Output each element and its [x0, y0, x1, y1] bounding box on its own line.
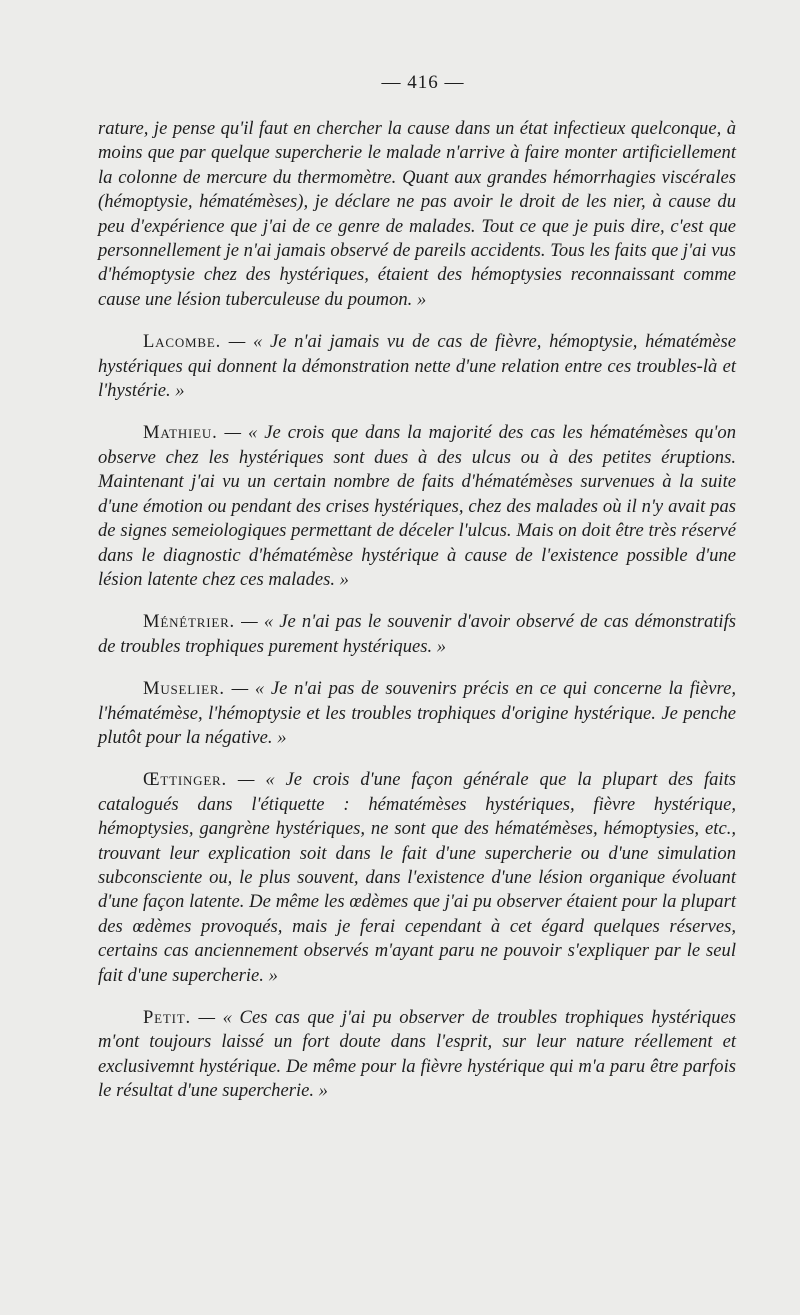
paragraph-petit — [98, 1006, 736, 1104]
paragraph-text: — « Je crois d'une façon générale que la plupart des faits catalogués dans l'étiquette : hématémèses hystériques, fièvre hystérique, hémoptysies, gangrène hystériques, ne sont que des hématémèses, hémoptysies, etc., trouvant leur explication soit dans le fait d'une supercherie ou d'une simulation subconsciente ou, le plus souvent, dans l'existence d'une lésion organique évoluant d'une façon latente. De même les œdèmes que j'ai pu observer étaient pour la plupart des œdèmes provoqués, mais je ferai cependant à cet égard quelques réserves, certains cas anciennement observés m'ayant paru ne pouvoir s'expliquer par le seul fait d'une supercherie. » — [98, 769, 736, 986]
speaker-name: Petit. — [143, 1007, 191, 1028]
paragraph-text: — « Je n'ai pas de souvenirs précis en ce qui concerne la fièvre, l'hématémèse, l'hémoptysie et les troubles trophiques d'origine hystérique. Je penche plutôt pour la négative. » — [98, 678, 736, 748]
document-page — [98, 72, 736, 1122]
speaker-name: Ménétrier. — [143, 611, 236, 633]
speaker-name: Muselier. — [143, 678, 225, 700]
paragraph-text: — « Ces cas que j'ai pu observer de troubles trophiques hystériques m'ont toujours laissé un fort doute dans l'esprit, sur leur nature réellement et exclusivemnt hystérique. De même pour la fièvre hystérique qui m'a paru être parfois le résultat d'une supercherie. » — [98, 1007, 736, 1102]
paragraph-menetrier — [98, 610, 736, 659]
paragraph-text: — « Je crois que dans la majorité des cas les hématémèses qu'on observe chez les hystériques sont dues à des ulcus ou à des petites éruptions. Maintenant j'ai vu un certain nombre de faits d'hématémèses survenues à la suite d'une émotion ou pendant des crises hystériques, chez des malades où il n'y avait pas de signes semeiologiques permettant de déceler l'ulcus. Mais on doit être très réservé dans le diagnostic d'hématémèse hystérique à cause de l'existence possible d'une lésion latente chez ces malades. » — [98, 422, 736, 590]
paragraph-text: rature, je pense qu'il faut en chercher la cause dans un état infectieux quelconque, à moins que par quelque supercherie le malade n'arrive à faire monter artificiellement la colonne de mercure du thermomètre. Quant aux grandes hémorrhagies viscérales (hémoptysie, hématémèses), je déclare ne pas avoir le droit de les nier, à cause du peu d'expérience que j'ai de ce genre de malades. Tout ce que je puis dire, c'est que personnellement je n'ai jamais observé de pareils accidents. Tous les faits que j'ai vus d'hémoptysie chez des hystériques, étaient des hémoptysies reconnaissant comme cause une lésion tuberculeuse du poumon. » — [98, 118, 736, 310]
paragraph-mathieu — [98, 421, 736, 592]
speaker-name: Œttinger. — [143, 769, 227, 791]
paragraph-muselier — [98, 677, 736, 750]
page-number: — 416 — — [381, 72, 465, 93]
paragraph-text: — « Je n'ai jamais vu de cas de fièvre, hémoptysie, hématémèse hystériques qui donnent la démonstration nette d'une relation entre ces troubles-là et l'hystérie. » — [98, 331, 736, 402]
speaker-name: Mathieu. — [143, 422, 218, 444]
speaker-name: Lacombe. — [143, 331, 222, 353]
paragraph-oettinger — [98, 768, 736, 988]
paragraph-continuation — [98, 117, 736, 312]
paragraph-lacombe — [98, 330, 736, 403]
paragraph-text: — « Je n'ai pas le souvenir d'avoir observé de cas démonstratifs de troubles trophiques purement hystériques. » — [98, 611, 736, 657]
